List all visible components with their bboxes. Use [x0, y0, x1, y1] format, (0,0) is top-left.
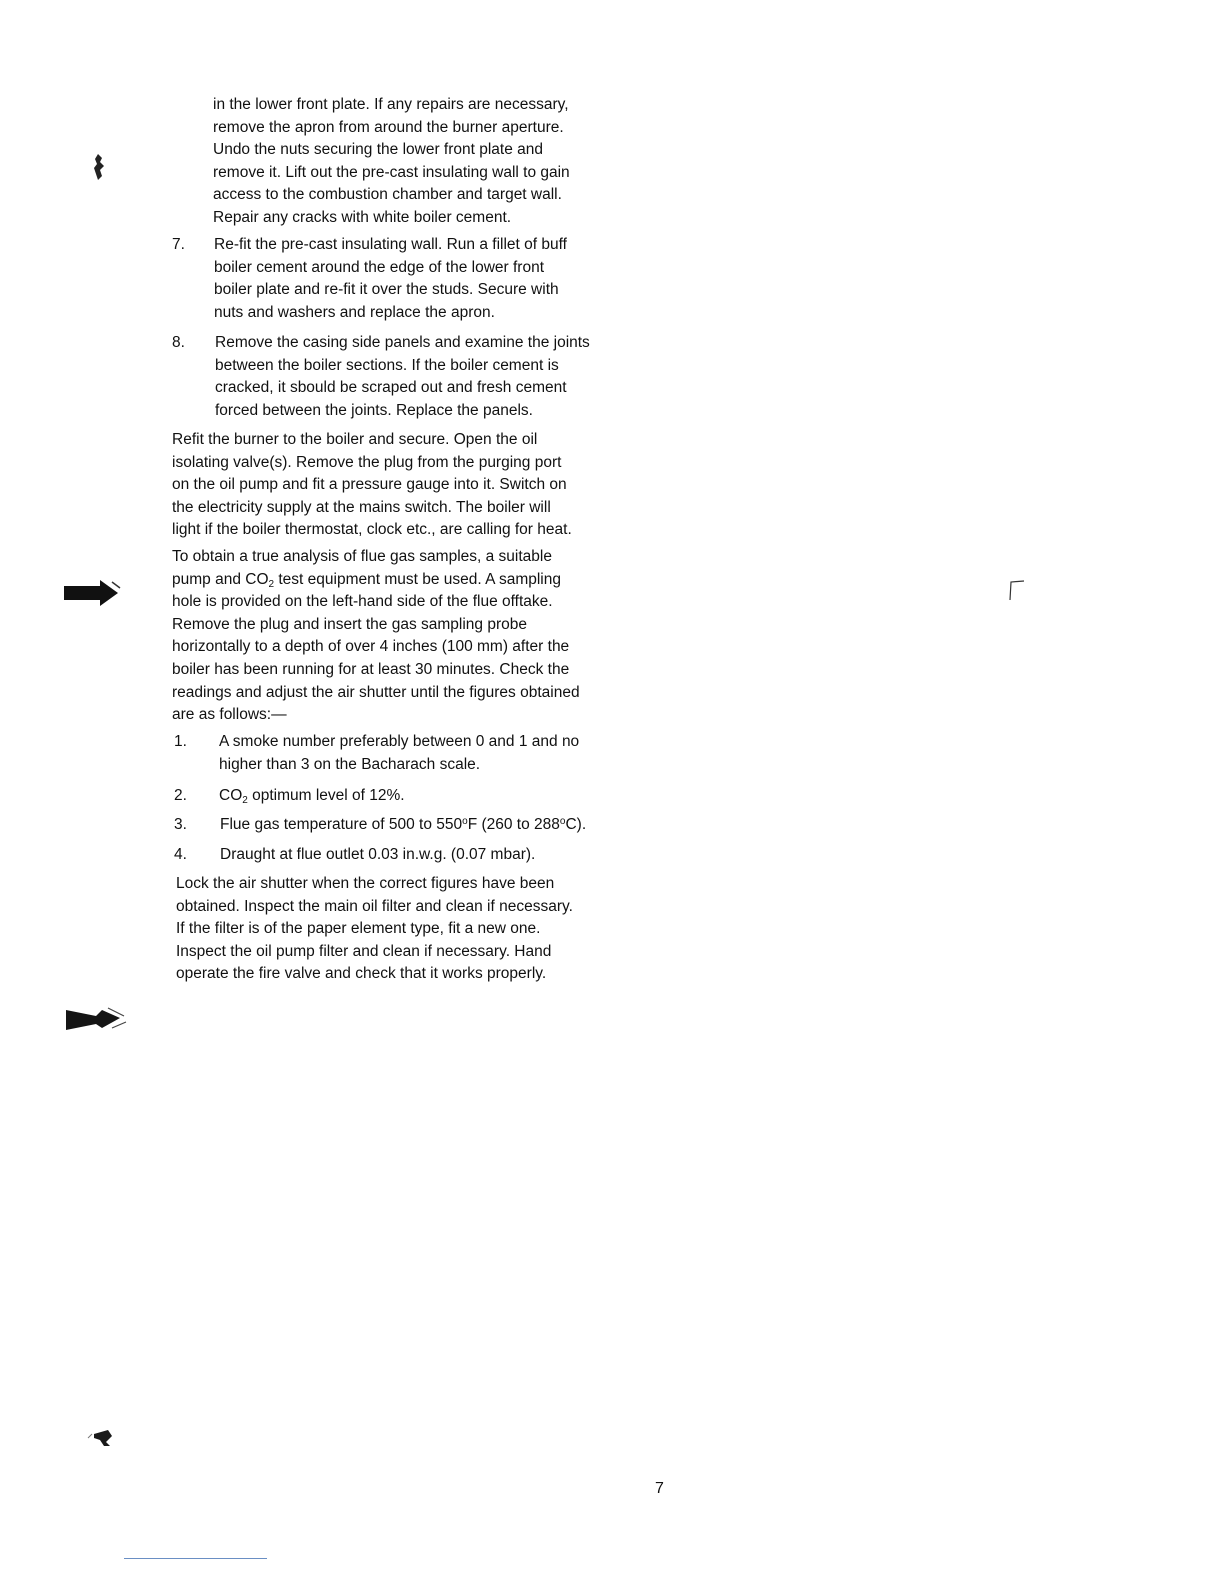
item-number: 3.	[174, 816, 187, 833]
text-line: A smoke number preferably between 0 and 1 and no	[219, 733, 580, 750]
text-line: hole is provided on the left-hand side of the flue offtake.	[172, 593, 553, 611]
text-line: Draught at flue outlet 0.03 in.w.g. (0.07 mbar).	[220, 846, 536, 863]
text-line: boiler cement around the edge of the lower front	[214, 258, 545, 276]
page-number: 7	[655, 1480, 664, 1497]
text-line: $CO_2$ optimum level of 12%.	[219, 787, 405, 806]
text-line: obtained. Inspect the main oil filter and clean if necessary.	[176, 897, 573, 915]
text-line: the electricity supply at the mains switch. The boiler will	[172, 498, 551, 516]
degree-symbol: o	[462, 816, 468, 827]
text-line: on the oil pump and fit a pressure gauge into it. Switch on	[172, 476, 567, 494]
text-line: remove it. Lift out the pre-cast insulating wall to gain	[213, 163, 570, 181]
text-line: forced between the joints. Replace the panels.	[215, 401, 533, 419]
item-number: 4.	[174, 846, 187, 863]
text-line: boiler plate and re-fit it over the studs. Secure with	[214, 281, 559, 299]
subscript: 2	[242, 795, 248, 806]
text-line: are as follows:—	[172, 706, 287, 724]
text-line: pump and $CO_2$ test equipment must be used. A sampling	[172, 570, 561, 590]
subscript: 2	[268, 578, 275, 590]
text-line: isolating valve(s). Remove the plug from the purging port	[172, 453, 562, 471]
refit-paragraph	[172, 429, 572, 542]
text-line: in the lower front plate. If any repairs are necessary,	[213, 96, 569, 113]
scan-artifact-mark	[86, 1424, 120, 1448]
text-line: Refit the burner to the boiler and secure. Open the oil	[172, 431, 538, 448]
text-line: Lock the air shutter when the correct figures have been	[176, 875, 555, 892]
bottom-rule	[124, 1558, 267, 1559]
text-line: higher than 3 on the Bacharach scale.	[219, 755, 481, 773]
intro-paragraph	[213, 94, 570, 230]
step-number: 7.	[172, 236, 185, 253]
text-line: Remove the casing side panels and examine the joints	[215, 334, 590, 351]
step-number: 8.	[172, 334, 185, 351]
text-line: Flue gas temperature of 500 to 550$^o$F (260 to 288$^o$C).	[220, 816, 587, 833]
item-number: 1.	[174, 733, 187, 750]
text-line: If the filter is of the paper element type, fit a new one.	[176, 920, 541, 938]
item-number: 2.	[174, 787, 187, 804]
scan-artifact-arrow	[62, 1002, 136, 1036]
text-line: remove the apron from around the burner aperture.	[213, 118, 564, 136]
text-line: operate the fire valve and check that it works properly.	[176, 965, 547, 983]
degree-symbol: o	[559, 816, 566, 827]
scan-artifact-arrow	[60, 576, 124, 610]
text-line: Repair any cracks with white boiler cement.	[213, 208, 512, 226]
closing-paragraph	[176, 873, 573, 986]
text-line: Re-fit the pre-cast insulating wall. Run a fillet of buff	[214, 236, 567, 253]
scan-artifact-mark	[88, 152, 116, 182]
text-line: readings and adjust the air shutter until the figures obtained	[172, 683, 580, 701]
text-line: light if the boiler thermostat, clock etc., are calling for heat.	[172, 521, 572, 539]
text-line: access to the combustion chamber and target wall.	[213, 186, 562, 204]
text-line: between the boiler sections. If the boiler cement is	[215, 356, 559, 374]
text-line: boiler has been running for at least 30 minutes. Check the	[172, 660, 570, 678]
scan-artifact-corner	[1006, 578, 1028, 602]
analysis-paragraph	[172, 546, 580, 727]
text-line: horizontally to a depth of over 4 inches (100 mm) after the	[172, 638, 570, 656]
text-line: nuts and washers and replace the apron.	[214, 303, 495, 321]
text-line: Remove the plug and insert the gas sampling probe	[172, 615, 527, 633]
text-line: Undo the nuts securing the lower front plate and	[213, 141, 544, 159]
text-line: Inspect the oil pump filter and clean if necessary. Hand	[176, 942, 552, 960]
text-line: cracked, it sbould be scraped out and fresh cement	[215, 379, 567, 397]
text-line: To obtain a true analysis of flue gas samples, a suitable	[172, 548, 552, 565]
